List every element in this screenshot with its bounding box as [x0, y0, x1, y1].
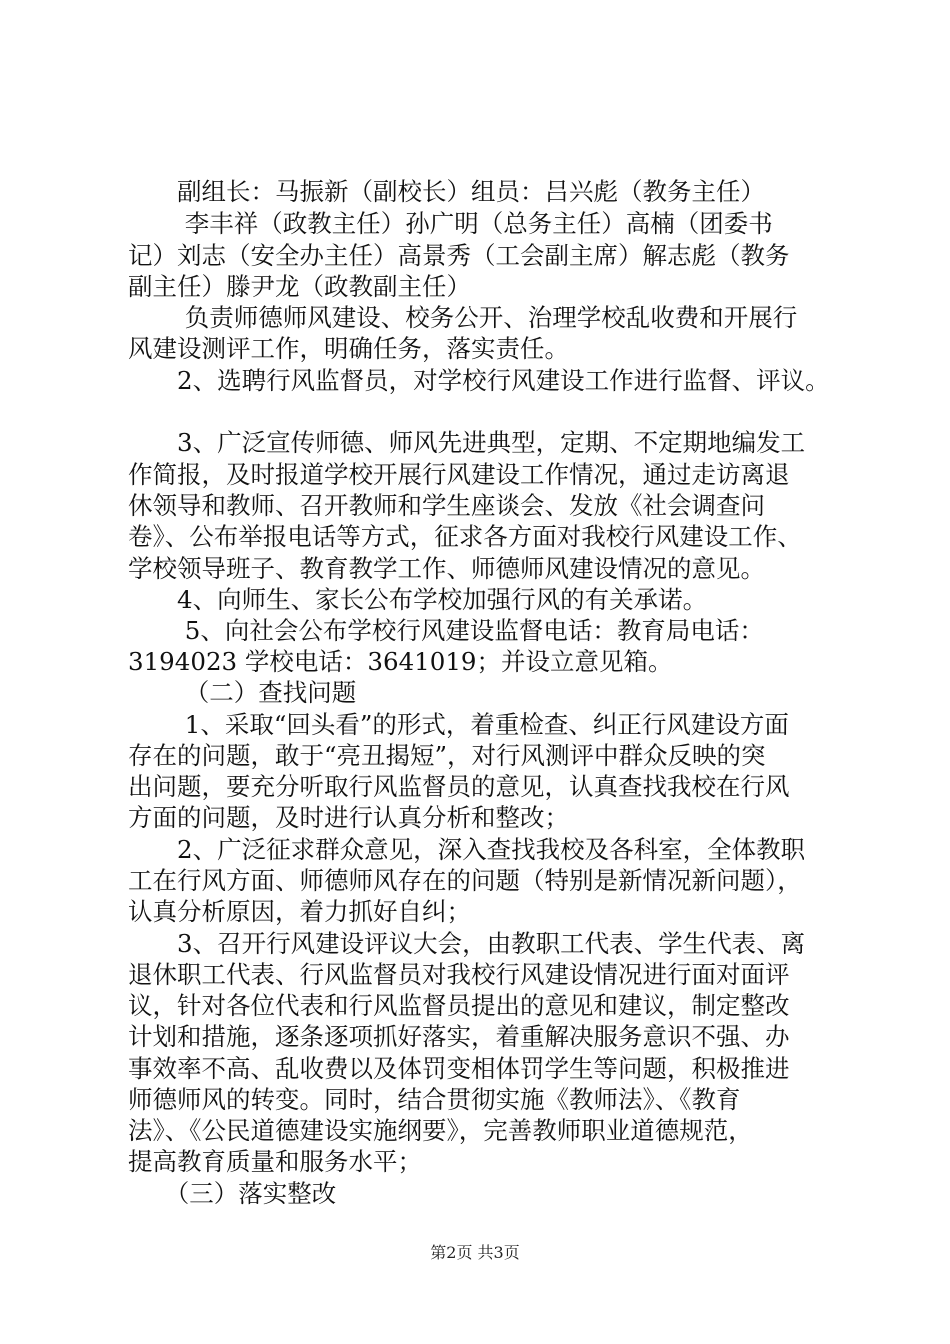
text-line: 记）刘志（安全办主任）高景秀（工会副主席）解志彪（教务 [128, 241, 790, 270]
text-line: 事效率不高、乱收费以及体罚变相体罚学生等问题，积极推进 [128, 1054, 790, 1083]
text-line: 法》、《公民道德建设实施纲要》，完善教师职业道德规范， [128, 1116, 753, 1145]
page-footer: 第2页 共3页 [430, 1243, 520, 1262]
text-line: （三）落实整改 [128, 1179, 337, 1208]
text-line: 5、向社会公布学校行风建设监督电话：教育局电话： [128, 616, 764, 645]
text-line: 2、选聘行风监督员，对学校行风建设工作进行监督、评议。 [128, 366, 830, 395]
text-line: 存在的问题，敢于“亮丑揭短”，对行风测评中群众反映的突 [128, 741, 766, 770]
text-line: 退休职工代表、行风监督员对我校行风建设情况进行面对面评 [128, 960, 790, 989]
text-line: （二）查找问题 [128, 678, 357, 707]
text-line: 风建设测评工作，明确任务，落实责任。 [128, 334, 569, 363]
text-line: 3、召开行风建设评议大会，由教职工代表、学生代表、离 [128, 929, 806, 958]
text-line: 认真分析原因，着力抓好自纠； [128, 897, 471, 926]
text-line: 出问题，要充分听取行风监督员的意见，认真查找我校在行风 [128, 772, 790, 801]
text-line: 工在行风方面、师德师风存在的问题（特别是新情况新问题）， [128, 866, 802, 895]
text-line: 1、采取“回头看”的形式，着重检查、纠正行风建设方面 [128, 710, 789, 739]
text-line: 方面的问题，及时进行认真分析和整改； [128, 803, 569, 832]
text-line: 副主任）滕尹龙（政教副主任） [128, 272, 471, 301]
text-line: 副组长：马振新（副校长）组员：吕兴彪（教务主任） [128, 177, 765, 206]
text-line: 卷》、公布举报电话等方式，征求各方面对我校行风建设工作、 [128, 522, 802, 551]
text-line: 作简报，及时报道学校开展行风建设工作情况，通过走访离退 [128, 460, 790, 489]
text-line: 休领导和教师、召开教师和学生座谈会、发放《社会调查问 [128, 491, 765, 520]
text-line: 提高教育质量和服务水平； [128, 1147, 422, 1176]
text-line: 议，针对各位代表和行风监督员提出的意见和建议，制定整改 [128, 991, 790, 1020]
text-line: 李丰祥（政教主任）孙广明（总务主任）高楠（团委书 [128, 209, 773, 238]
text-line: 师德师风的转变。同时，结合贯彻实施《教师法》、《教育 [128, 1085, 741, 1114]
text-line: 3、广泛宣传师德、师风先进典型，定期、不定期地编发工 [128, 428, 806, 457]
text-line: 学校领导班子、教育教学工作、师德师风建设情况的意见。 [128, 554, 765, 583]
text-line: 4、向师生、家长公布学校加强行风的有关承诺。 [128, 585, 708, 614]
text-line: 计划和措施，逐条逐项抓好落实，着重解决服务意识不强、办 [128, 1022, 790, 1051]
text-line: 3194023 学校电话：3641019；并设立意见箱。 [128, 647, 673, 676]
text-line: 2、广泛征求群众意见，深入查找我校及各科室，全体教职 [128, 835, 806, 864]
text-line: 负责师德师风建设、校务公开、治理学校乱收费和开展行 [128, 303, 798, 332]
